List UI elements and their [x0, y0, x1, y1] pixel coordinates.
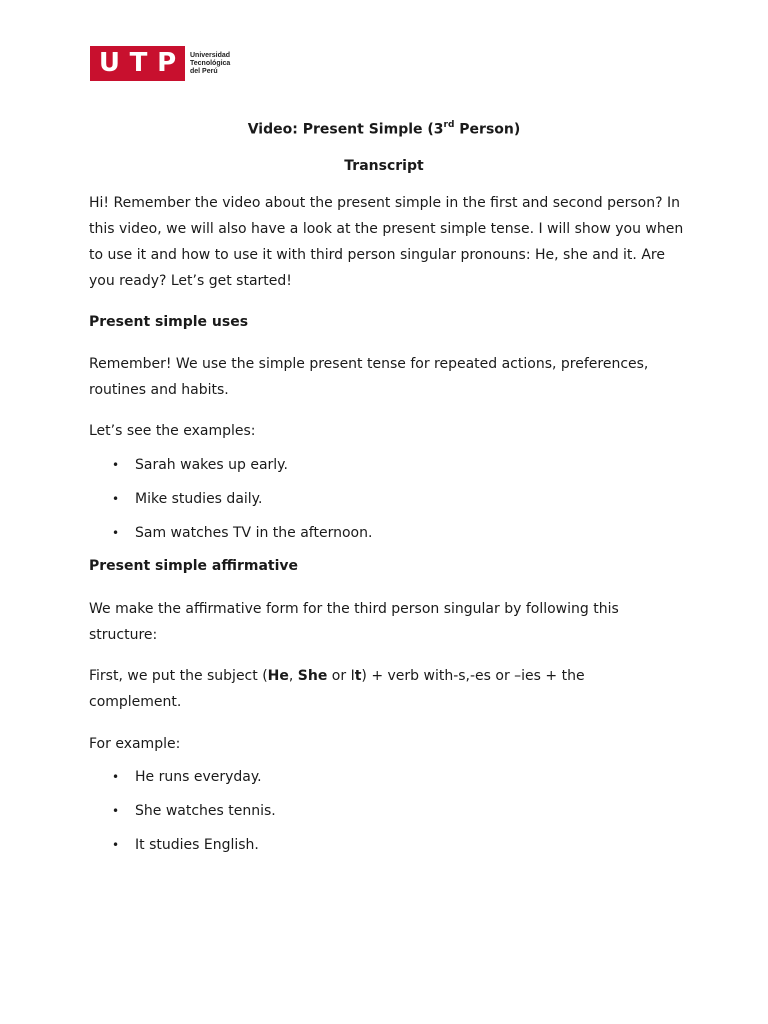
logo-letter-t: T [129, 48, 148, 78]
section-heading-uses: Present simple uses [89, 314, 249, 330]
structure-text-2: ) + verb with-s,-es or –ies + the complement. [89, 668, 585, 710]
list-item-text: Sam watches TV in the afternoon. [135, 525, 373, 541]
logo-line-1: Universidad [190, 51, 231, 59]
logo-line-3: del Perú [190, 67, 218, 75]
logo-line-2: Tecnológica [190, 59, 231, 67]
structure-it-t: t [354, 668, 362, 684]
logo-letter-p: P [157, 48, 177, 78]
list-item-text: She watches tennis. [135, 803, 276, 819]
bullet-dot: • [112, 492, 120, 506]
affirmative-lead: For example: [89, 736, 181, 752]
structure-he: He [267, 668, 289, 684]
bullet-dot: • [112, 804, 120, 818]
bullet-dot: • [112, 838, 120, 852]
uses-paragraph: Remember! We use the simple present tense for repeated actions, preferences, routines and habits. [89, 356, 649, 398]
document-subtitle: Transcript [344, 158, 424, 174]
structure-sep-1: , [288, 668, 298, 684]
title-before: Video: Present Simple (3 [247, 121, 444, 138]
structure-text-1: First, we put the subject ( [89, 668, 268, 684]
logo-wordmark [190, 52, 230, 76]
affirmative-paragraph: We make the affirmative form for the third person singular by following this structure: [89, 601, 619, 643]
bullet-dot: • [112, 458, 120, 472]
logo-mark [90, 46, 185, 81]
section-heading-affirmative: Present simple affirmative [89, 558, 299, 574]
bullet-dot: • [112, 526, 120, 540]
list-item-text: It studies English. [135, 837, 259, 853]
title-after: Person) [454, 121, 521, 138]
list-item-text: Sarah wakes up early. [135, 457, 288, 473]
list-item-text: Mike studies daily. [135, 491, 263, 507]
title-superscript: rd [443, 120, 455, 130]
structure-paragraph [89, 663, 629, 715]
document-title [0, 121, 768, 138]
intro-paragraph: Hi! Remember the video about the present simple in the first and second person? In this video, we will also have a look at the present simple tense. I will show you when to use it and how to use it with third person singular pronouns: He, she and it. Are you ready? Let’s get started! [89, 195, 684, 289]
structure-she: She [297, 668, 328, 684]
structure-sep-2: or I [327, 668, 355, 684]
bullet-dot: • [112, 770, 120, 784]
list-item-text: He runs everyday. [135, 769, 262, 785]
logo-letter-u: U [98, 48, 120, 78]
uses-lead: Let’s see the examples: [89, 423, 256, 439]
utp-logo [90, 46, 230, 81]
